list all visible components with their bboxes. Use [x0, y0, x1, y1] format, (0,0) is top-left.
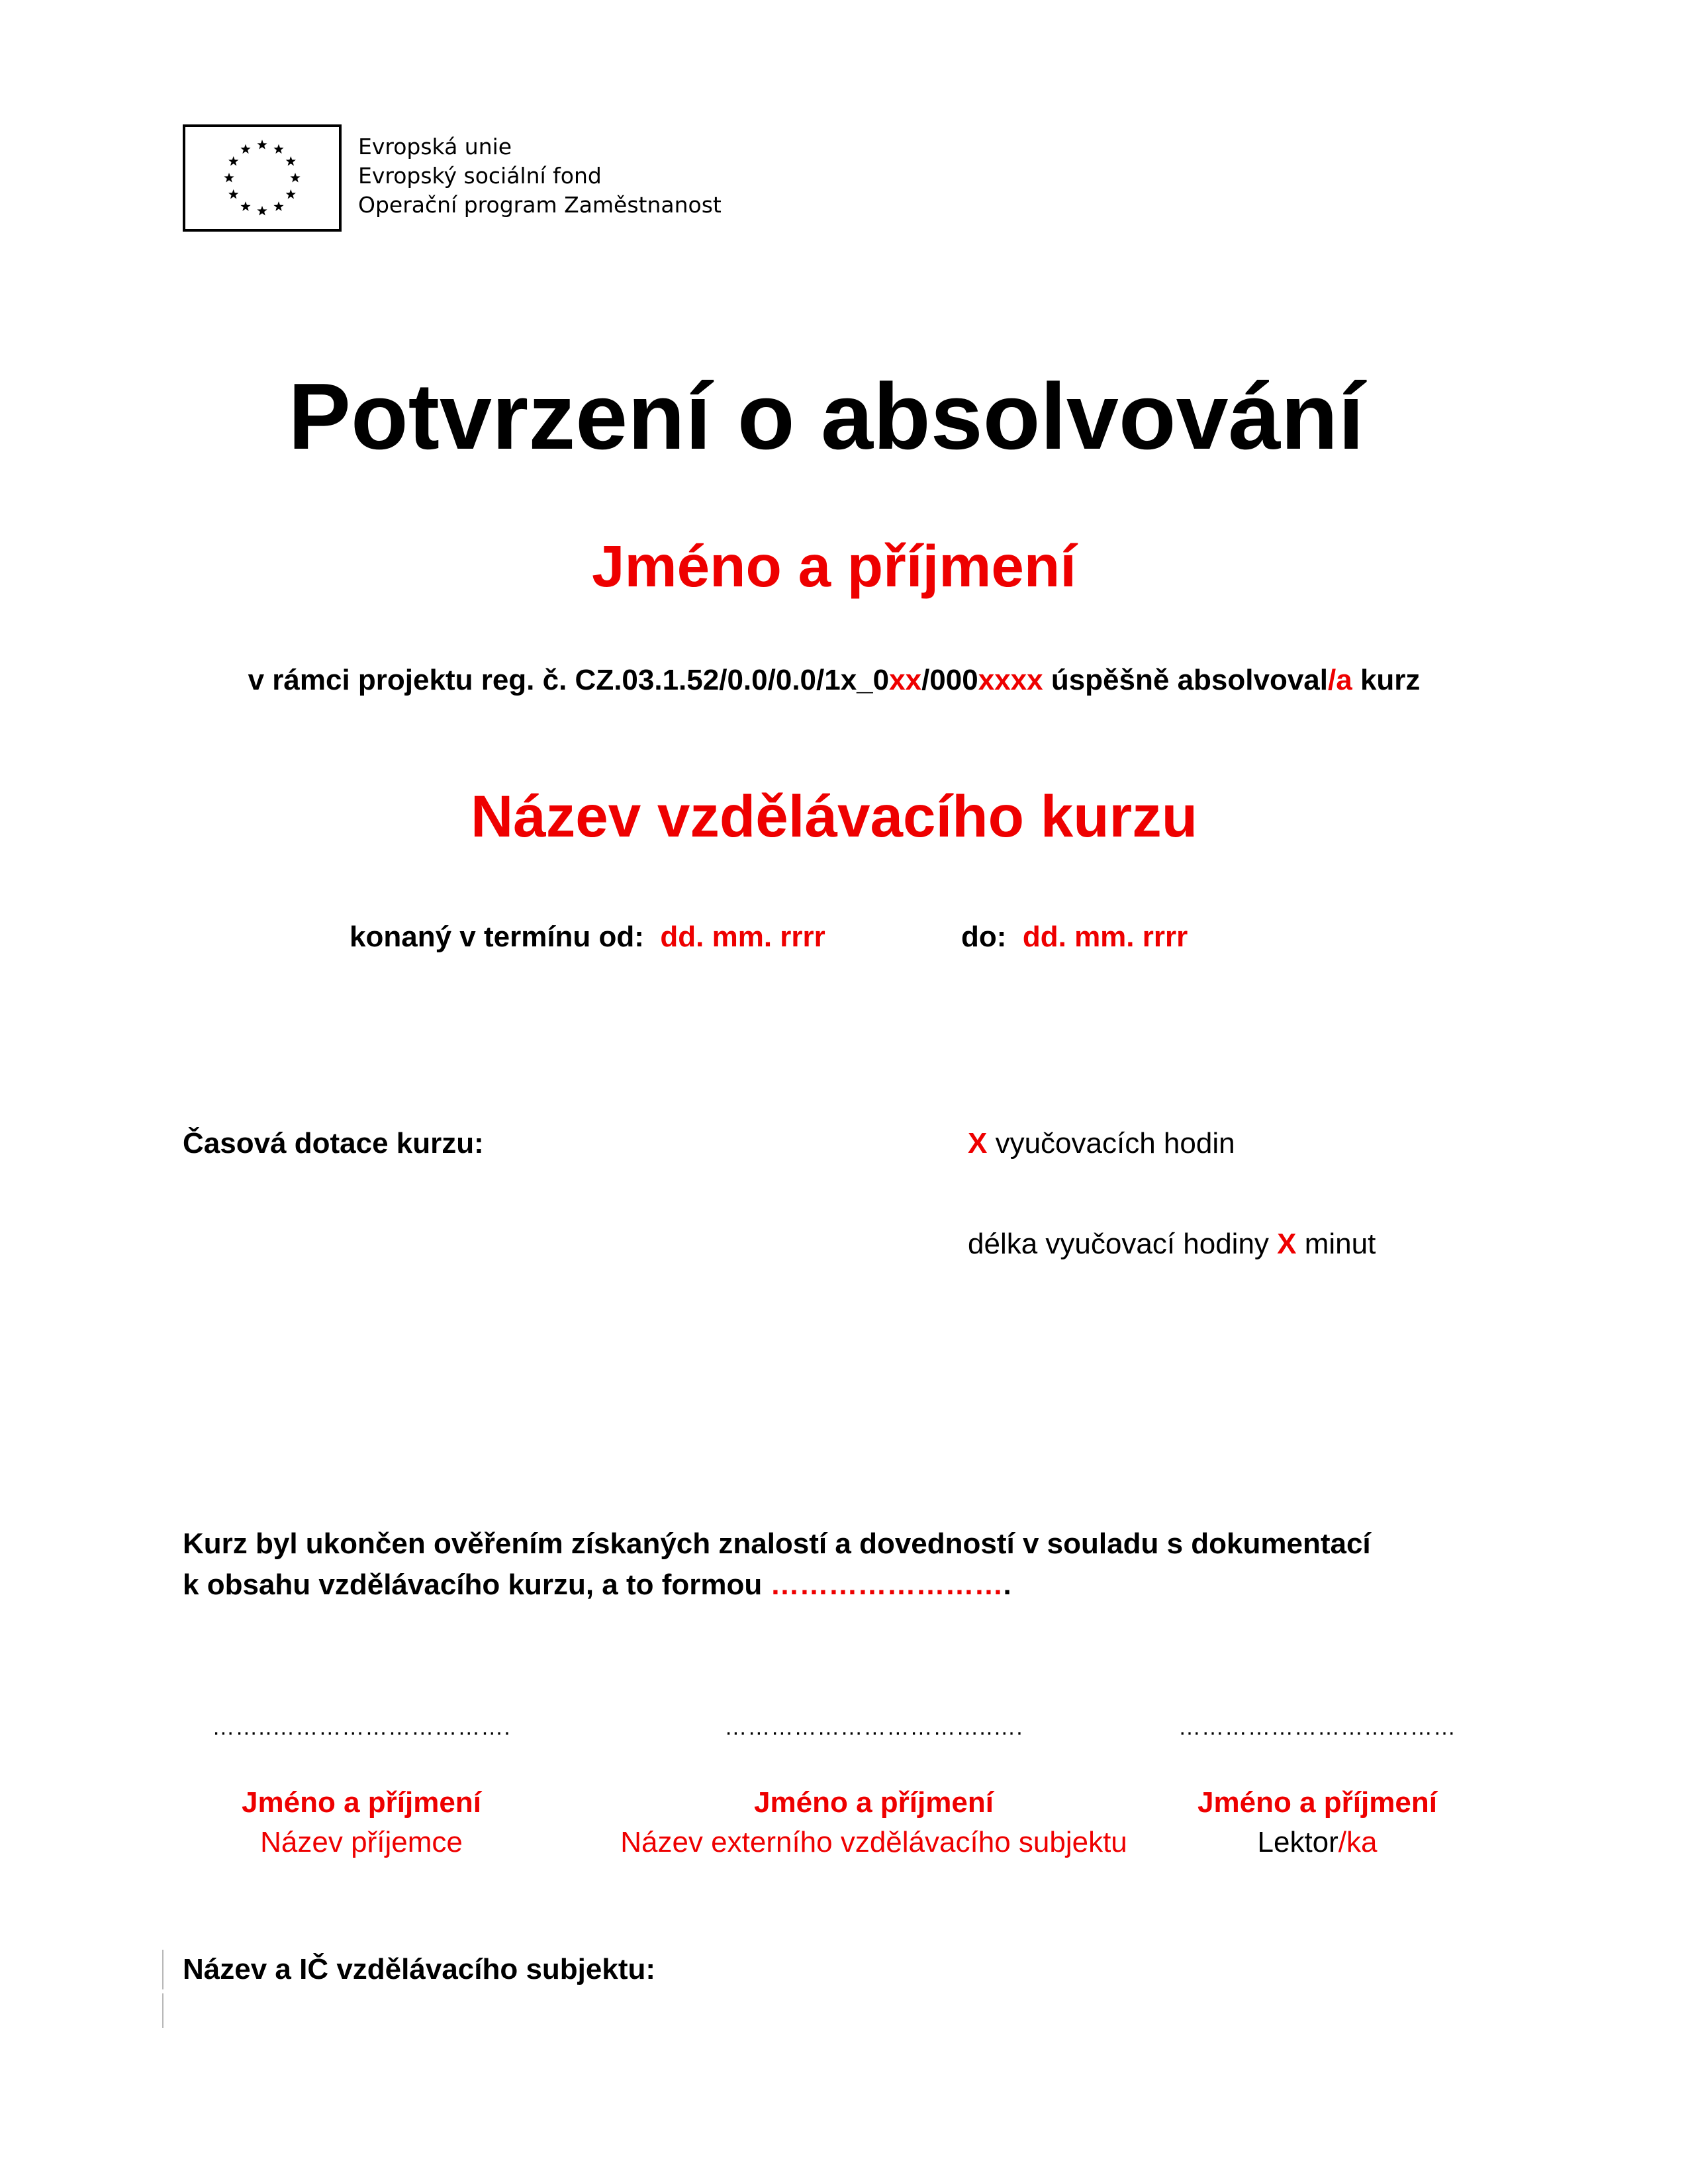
signatory-name: Jméno a příjmení: [1197, 1786, 1437, 1819]
date-to: [961, 919, 1188, 956]
date-from: [350, 919, 825, 956]
signatory-name: Jméno a příjmení: [242, 1786, 481, 1819]
project-line: [0, 662, 1668, 699]
project-line-text: kurz: [1352, 664, 1421, 696]
date-to-label: do:: [961, 921, 1007, 953]
time-allocation-label: Časová dotace kurzu:: [183, 1127, 484, 1160]
conclusion-paragraph: [183, 1524, 1371, 1606]
eu-flag-logo: [183, 124, 342, 232]
role-text: Lektor: [1257, 1826, 1338, 1858]
margin-mark: [162, 1950, 164, 1989]
eu-star-icon: [224, 173, 234, 182]
signature-external-provider: [596, 1714, 1152, 1862]
logo-line-op: Operační program Zaměstnanost: [358, 192, 722, 218]
conclusion-text: k obsahu vzdělávacího kurzu, a to formou: [183, 1569, 771, 1601]
eu-star-icon: [286, 156, 296, 165]
signature-lecturer: [1139, 1714, 1496, 1862]
lesson-length: [968, 1226, 1376, 1263]
signatory-name: Jméno a příjmení: [754, 1786, 994, 1819]
signature-line: ………………………………: [1178, 1715, 1456, 1740]
hours-text: vyučovacích hodin: [987, 1127, 1235, 1160]
eu-star-icon: [273, 201, 283, 210]
eu-star-icon: [273, 144, 283, 154]
eu-star-icon: [228, 189, 238, 199]
date-from-value: dd. mm. rrrr: [660, 921, 825, 953]
eu-star-icon: [257, 206, 267, 215]
eu-star-icon: [240, 201, 250, 210]
signature-line: ……..………………………….: [212, 1715, 511, 1740]
signature-recipient: [171, 1714, 552, 1862]
gender-suffix: /a: [1328, 664, 1352, 696]
role-text: Název externího vzdělávacího subjektu: [620, 1826, 1127, 1858]
eu-logo-text: [358, 132, 722, 220]
role-text: Název příjemce: [260, 1826, 463, 1858]
project-placeholder-2: xxxx: [978, 664, 1043, 696]
role-suffix: /ka: [1338, 1826, 1378, 1858]
lesson-length-text: minut: [1296, 1228, 1376, 1260]
project-line-text: /000: [921, 664, 978, 696]
teaching-hours: [968, 1125, 1235, 1162]
conclusion-line-1: Kurz byl ukončen ověřením získaných znalostí a dovedností v souladu s dokumentací: [183, 1527, 1371, 1560]
hours-placeholder: X: [968, 1127, 988, 1160]
margin-mark: [162, 1993, 164, 2028]
date-from-label: konaný v termínu od:: [350, 921, 644, 953]
conclusion-line-2: [183, 1565, 1371, 1606]
eu-star-icon: [257, 140, 267, 149]
logo-line-esf: Evropský sociální fond: [358, 163, 602, 189]
project-line-text: v rámci projektu reg. č. CZ.03.1.52/0.0/0.0/1x_0: [248, 664, 890, 696]
page-title: Potvrzení o absolvování: [288, 364, 1364, 469]
eu-star-icon: [240, 144, 250, 154]
signatory-role: [171, 1823, 552, 1862]
signature-line: ……………………………..….: [724, 1715, 1023, 1740]
signatory-role: [596, 1823, 1152, 1862]
participant-name: Jméno a příjmení: [592, 533, 1076, 599]
logo-line-eu: Evropská unie: [358, 134, 512, 159]
signatory-role: [1139, 1823, 1496, 1862]
eu-star-icon: [286, 189, 296, 199]
provider-id-label: Název a IČ vzdělávacího subjektu:: [183, 1953, 656, 1985]
course-name: Název vzdělávacího kurzu: [470, 783, 1198, 849]
eu-stars-icon: [185, 127, 339, 229]
date-to-value: dd. mm. rrrr: [1022, 921, 1188, 953]
eu-star-icon: [228, 156, 238, 165]
form-placeholder: ……………………: [770, 1569, 1004, 1601]
lesson-length-text: délka vyučovací hodiny: [968, 1228, 1278, 1260]
minutes-placeholder: X: [1277, 1228, 1297, 1260]
eu-star-icon: [290, 173, 300, 182]
project-placeholder-1: xx: [889, 664, 922, 696]
project-line-text: úspěšně absolvoval: [1043, 664, 1329, 696]
conclusion-period: .: [1003, 1569, 1011, 1601]
